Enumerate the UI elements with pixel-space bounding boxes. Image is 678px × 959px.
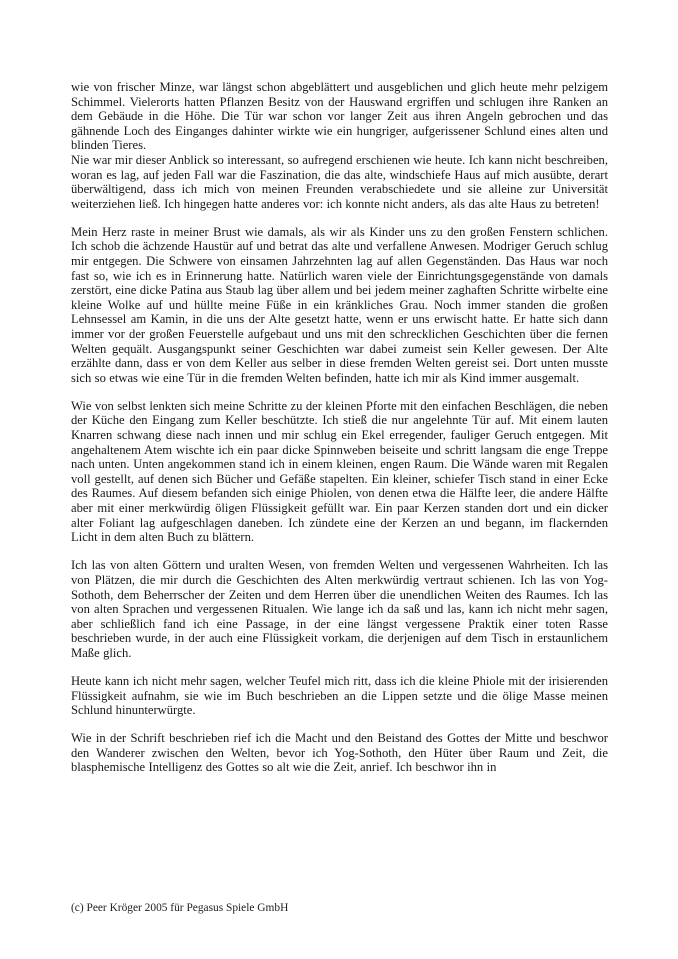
paragraph-2-block-1: Mein Herz raste in meiner Brust wie damals, als wir als Kinder uns zu den großen Fenstern schlichen. Ich schob die ächzende Haustür auf und betrat das alte und verfallene Anwesen. Modriger Geruch schlug mir entgegen. Die Schwere von einsamen Jahrzehnten lag auf allen Gegenständen. Das Haus war noch fast so, wie ich es in Erinnerung hatte. Natürlich waren viele der Einrichtungsgegenstände von damals zerstört, eine dicke Patina aus Staub lag über allem und bei jedem meiner zaghaften Schritte wirbelte eine kleine Wolke auf und hüllte meine Füße in ein kränkliches Grau. Noch immer standen die großen Lehnsessel am Kamin, in die uns der Alte gesetzt hatte, wenn er uns erwischt hatte. Er hatte sich dann immer vor der großen Feuerstelle aufgebaut und uns mit den schrecklichen Geschichten über die fernen Welten gequält. Ausgangspunkt seiner Geschichten war dabei zumeist sein Keller gewesen. Der Alte erzählte dann, dass er von dem Keller aus selber in diese fremden Welten gereist sei. Dort unten musste sich so etwas wie eine Tür in die fremden Welten befinden, hatte ich mir als Kind immer ausgemalt. [71, 224, 608, 385]
paragraph-4-block-1: Ich las von alten Göttern und uralten Wesen, von fremden Welten und vergessenen Wahrheiten. Ich las von Plätzen, die mir durch die Geschichten des Alten merkwürdig vertraut schienen. Ich las von Yog-Sothoth, dem Beherrscher der Zeiten und dem Herren über die unendlichen Weiten des Raumes. Ich las von alten Sprachen und vergessenen Ritualen. Wie lange ich da saß und las, kann ich nicht mehr sagen, aber schließlich fand ich eine Passage, in der eine längst vergessene Praktik einer toten Rasse beschrieben wurde, in der auch eine Flüssigkeit vorkam, die derjenigen auf dem Tisch in erstaunlichem Maße glich. [71, 558, 608, 660]
body-text-column [71, 80, 608, 775]
paragraph-1-block-2: Nie war mir dieser Anblick so interessant, so aufregend erschienen wie heute. Ich kann nicht beschreiben, woran es lag, auf jeden Fall war die Faszination, die das alte, windschiefe Haus auf mich ausübte, derart überwältigend, dass ich mich von meinen Freunden verabschiedete und sie alleine zur Universität weiterziehen ließ. Ich hingegen hatte anderes vor: ich konnte nicht anders, als das alte Haus zu betreten! [71, 152, 608, 211]
paragraph-6 [71, 731, 608, 775]
paragraph-5-block-1: Heute kann ich nicht mehr sagen, welcher Teufel mich ritt, dass ich die kleine Phiole mit der irisierenden Flüssigkeit aufnahm, sie wie im Buch beschrieben an die Lippen setzte und die ölige Masse meinen Schlund hinunterwürgte. [71, 673, 608, 718]
paragraph-3-block-1: Wie von selbst lenkten sich meine Schritte zu der kleinen Pforte mit den einfachen Beschlägen, die neben der Küche den Eingang zum Keller beschützte. Ich stieß die nur angelehnte Tür auf. Mit einem lauten Knarren schwang diese nach innen und mir schlug ein Ekel erregender, fauliger Geruch entgegen. Mit angehaltenem Atem wischte ich ein paar dicke Spinnweben beiseite und schritt langsam die enge Treppe nach unten. Unten angekommen stand ich in einem kleinen, engen Raum. Die Wände waren mit Regalen voll gestellt, auf denen sich Bücher und Gefäße stapelten. Ein kleiner, schiefer Tisch stand in einer Ecke des Raumes. Auf diesem befanden sich einige Phiolen, von denen etwa die Hälfte leer, die andere Hälfte aber mit einer merkwürdig öligen Flüssigkeit gefüllt war. Ein paar Kerzen standen dort und ein dicker alter Foliant lag aufgeschlagen daneben. Ich zündete eine der Kerzen an und begann, im flackernden Licht in dem alten Buch zu blättern. [71, 398, 608, 545]
paragraph-1-block-1: wie von frischer Minze, war längst schon abgeblättert und ausgeblichen und glich heute mehr pelzigem Schimmel. Vielerorts hatten Pflanzen Besitz von der Hauswand ergriffen und schlugen ihre Ranken an dem Gebäude in die Höhe. Die Tür war schon vor langer Zeit aus ihren Angeln gebrochen und das gähnende Loch des Einganges dahinter wirkte wie ein hungriger, aufgerissener Schlund eines alten und blinden Tieres. [71, 80, 608, 153]
footer-copyright: (c) Peer Kröger 2005 für Pegasus Spiele GmbH [71, 902, 289, 914]
paragraph-3 [71, 399, 608, 545]
paragraph-4 [71, 558, 608, 660]
paragraph-5 [71, 674, 608, 718]
paragraph-6-block-1: Wie in der Schrift beschrieben rief ich die Macht und den Beistand des Gottes der Mitte und beschwor den Wanderer zwischen den Welten, bevor ich Yog-Sothoth, den Hüter über Raum und Zeit, die blasphemische Intelligenz des Gottes so alt wie die Zeit, anrief. Ich beschwor ihn in [71, 731, 608, 775]
paragraph-1 [71, 80, 608, 211]
paragraph-2 [71, 225, 608, 386]
